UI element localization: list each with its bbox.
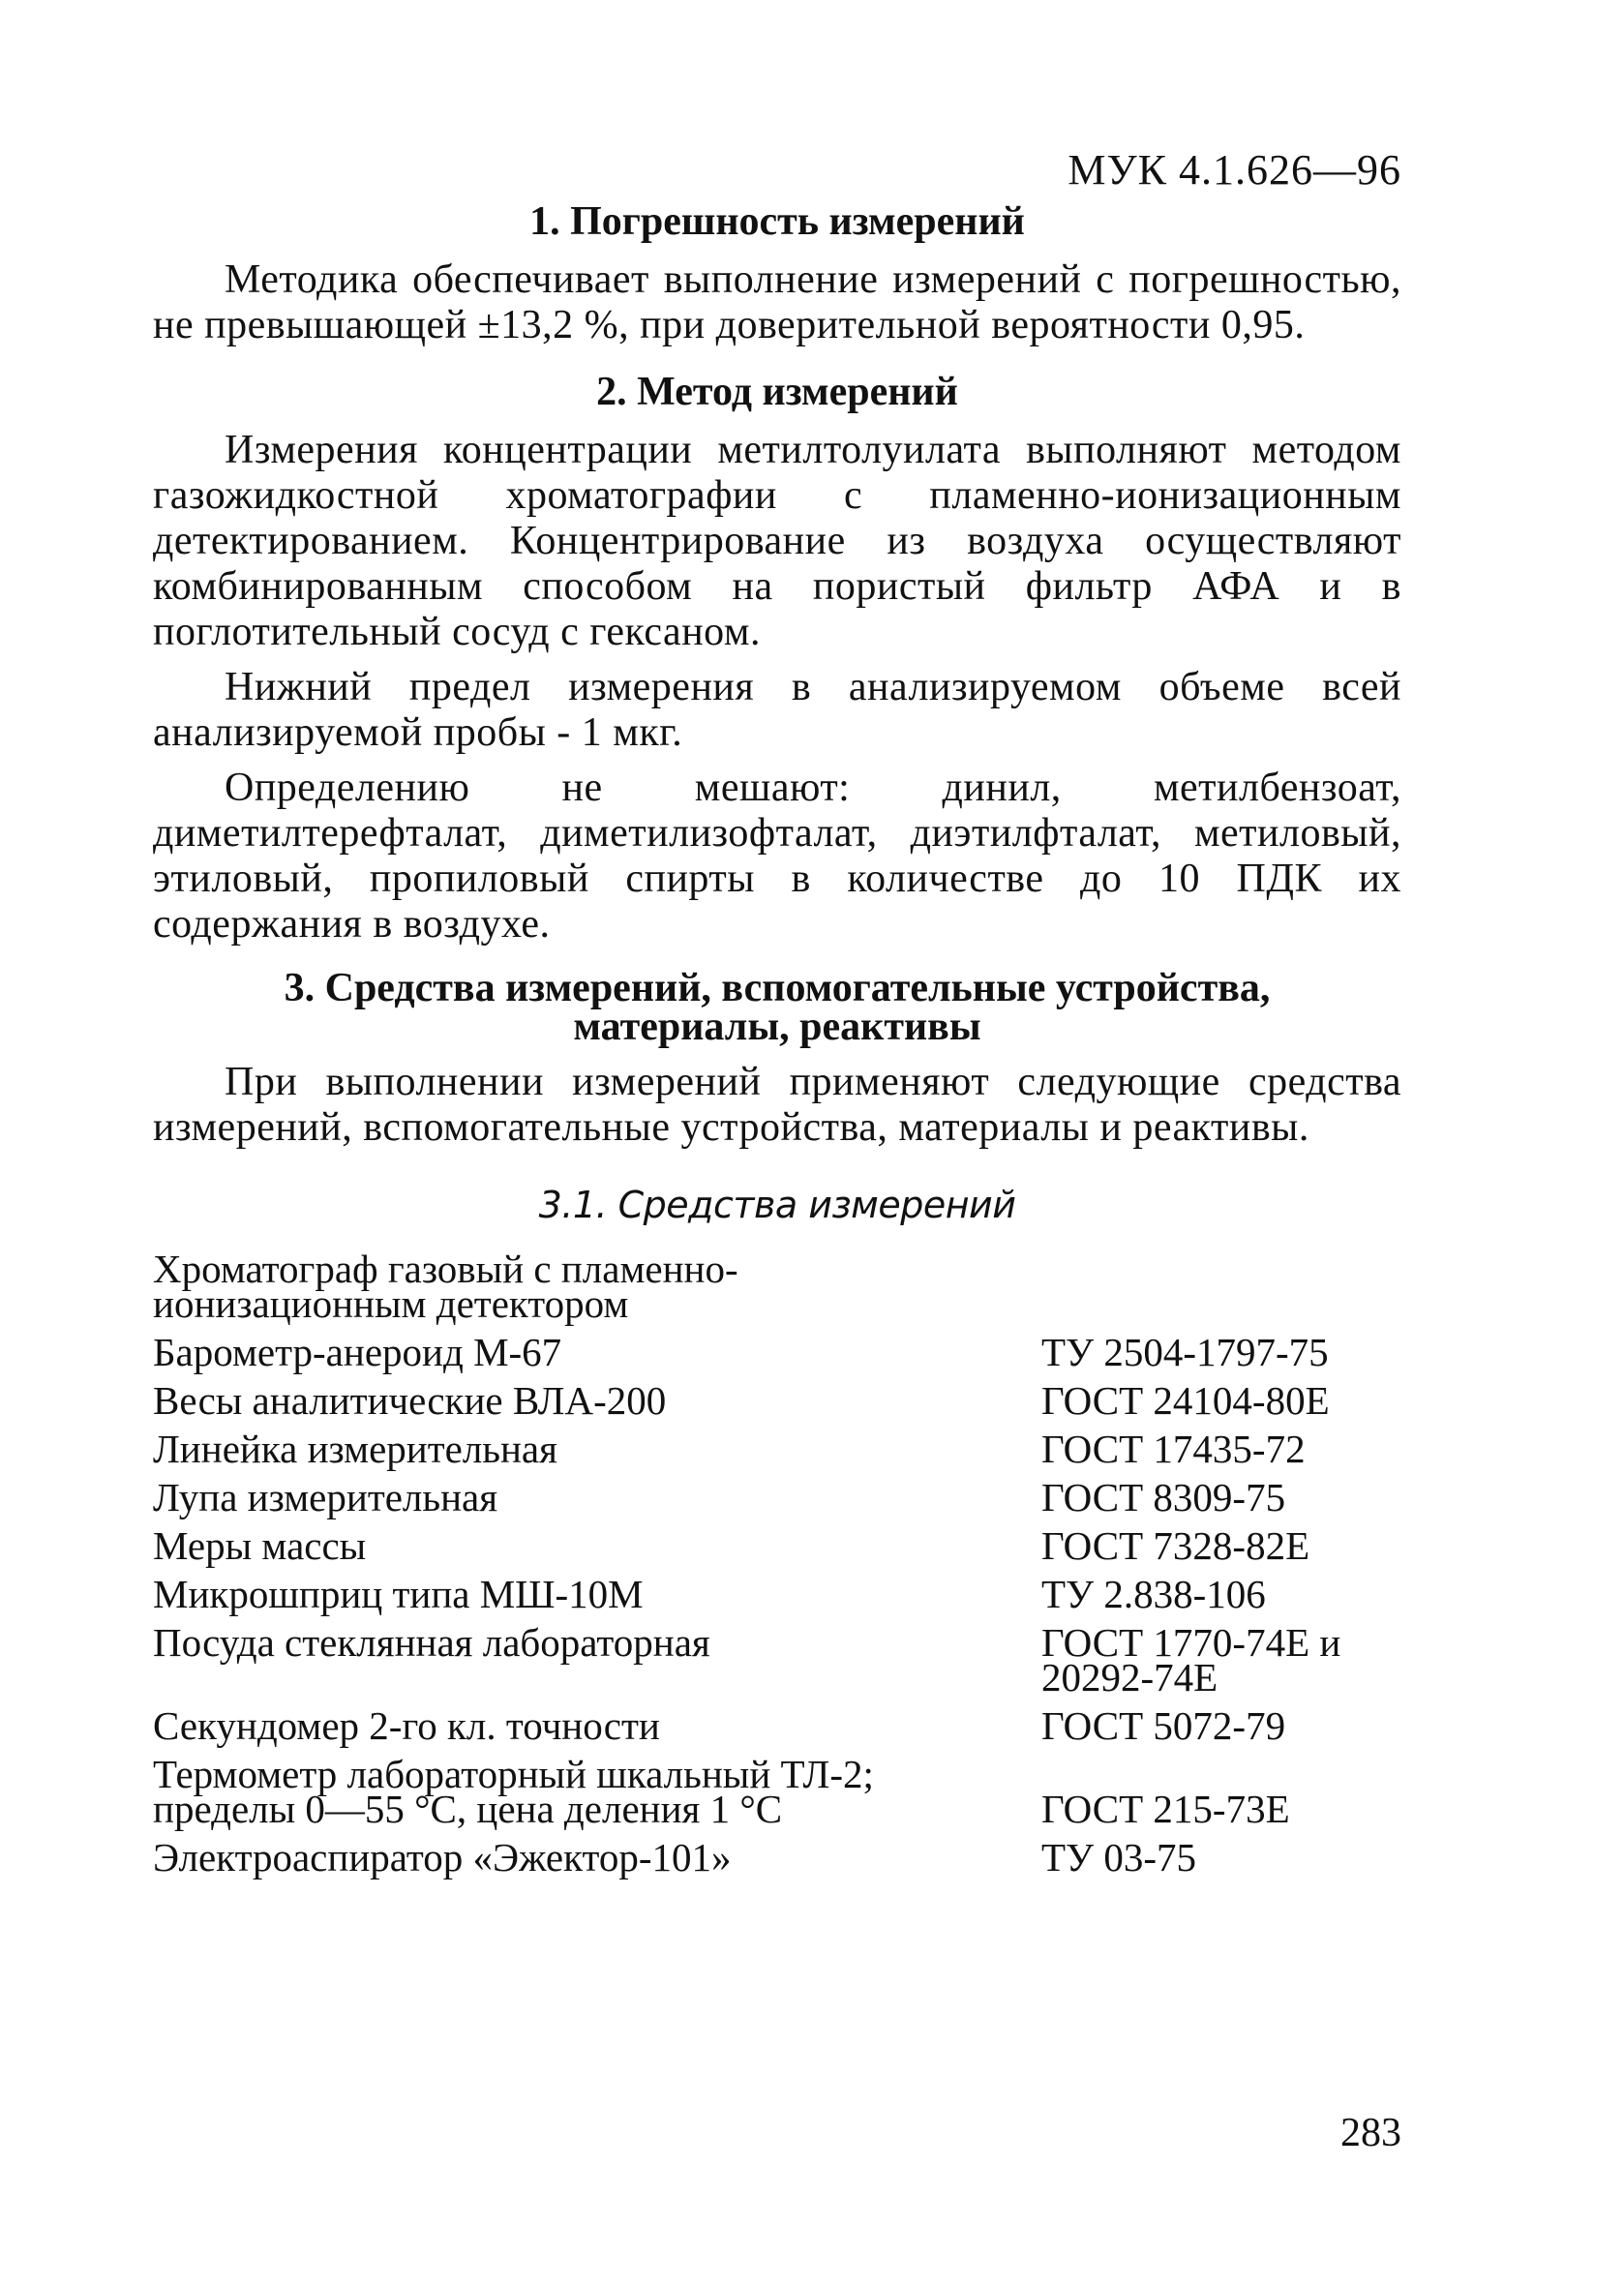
section-1-text: Методика обеспечивает выполнение измерений с погрешностью, не превышающей ±13,2 %, при доверительной вероятности 0,95.: [153, 257, 1401, 347]
section-2-paragraph: Измерения концентрации метилтолуилата выполняют методом газожидкостной хроматографии с пламенно-ионизационным детектированием. Концентрирование из воздуха осуществляют комбинированным способом на пористый фильтр АФА и в поглотительный сосуд с гексаном.: [153, 428, 1401, 654]
instrument-standard: ГОСТ 1770-74Е и 20292-74Е: [1041, 1620, 1341, 1699]
instrument-name: Весы аналитические ВЛА-200: [153, 1378, 667, 1423]
instrument-name: Посуда стеклянная лабораторная: [153, 1620, 710, 1665]
instrument-standard: ГОСТ 24104-80Е: [1041, 1378, 1330, 1423]
instrument-row: [153, 1523, 1401, 1568]
instrument-name: Электроаспиратор «Эжектор-101»: [153, 1835, 732, 1880]
section-3-title-line: материалы, реактивы: [573, 1005, 981, 1049]
section-2-title: 2. Метод измерений: [596, 370, 958, 414]
section-2-paragraph: Нижний предел измерения в анализируемом объеме всей анализируемой пробы - 1 мкг.: [153, 665, 1401, 755]
instrument-standard: ГОСТ 5072-79: [1041, 1703, 1286, 1748]
instrument-name: Секундомер 2-го кл. точности: [153, 1703, 660, 1748]
section-1-title: 1. Погрешность измерений: [529, 199, 1025, 244]
instrument-row: [153, 1427, 1401, 1471]
instrument-row: [153, 1620, 1401, 1699]
instrument-standard: ГОСТ 215-73Е: [1041, 1787, 1290, 1831]
instrument-name: Микрошприц типа МШ-10М: [153, 1572, 644, 1616]
instrument-name: Меры массы: [153, 1523, 367, 1568]
instrument-row: [153, 1247, 1401, 1326]
instrument-name: Лупа измерительная: [153, 1475, 498, 1519]
instrument-row: [153, 1835, 1401, 1880]
instrument-standard: ТУ 2504-1797-75: [1041, 1330, 1329, 1374]
instruments-list: [153, 1247, 1401, 1880]
instrument-name: Хроматограф газовый с пламенно- ионизационным детектором: [153, 1247, 738, 1326]
instrument-standard: ТУ 2.838-106: [1041, 1572, 1266, 1616]
section-3-text: При выполнении измерений применяют следующие средства измерений, вспомогательные устройства, материалы и реактивы.: [153, 1060, 1401, 1150]
section-3-title: [153, 966, 1401, 1049]
instrument-row: [153, 1752, 1401, 1831]
instrument-name: Барометр-анероид М-67: [153, 1330, 562, 1374]
section-3-title-line: 3. Средства измерений, вспомогательные устройства,: [284, 966, 1271, 1010]
section-2-paragraph: Определению не мешают: динил, метилбензоат, диметилтерефталат, диметилизофталат, диэтилфталат, метиловый, этиловый, пропиловый спирты в количестве до 10 ПДК их содержания в воздухе.: [153, 766, 1401, 947]
instrument-row: [153, 1330, 1401, 1374]
instrument-standard: ТУ 03-75: [1041, 1835, 1196, 1880]
instrument-standard: ГОСТ 8309-75: [1041, 1475, 1286, 1519]
page-number: 283: [1340, 2111, 1401, 2155]
instrument-standard: ГОСТ 17435-72: [1041, 1427, 1306, 1471]
instrument-row: [153, 1378, 1401, 1423]
instrument-standard: ГОСТ 7328-82Е: [1041, 1523, 1310, 1568]
subsection-title: 3.1. Средства измерений: [538, 1184, 1016, 1226]
instrument-row: [153, 1572, 1401, 1616]
document-page: [153, 145, 1401, 1888]
instrument-name: Термометр лабораторный шкальный ТЛ-2; пределы 0—55 °С, цена деления 1 °С: [153, 1752, 874, 1831]
instrument-row: [153, 1475, 1401, 1519]
instrument-row: [153, 1703, 1401, 1748]
instrument-name: Линейка измерительная: [153, 1427, 557, 1471]
document-code: МУК 4.1.626—96: [1068, 146, 1401, 194]
